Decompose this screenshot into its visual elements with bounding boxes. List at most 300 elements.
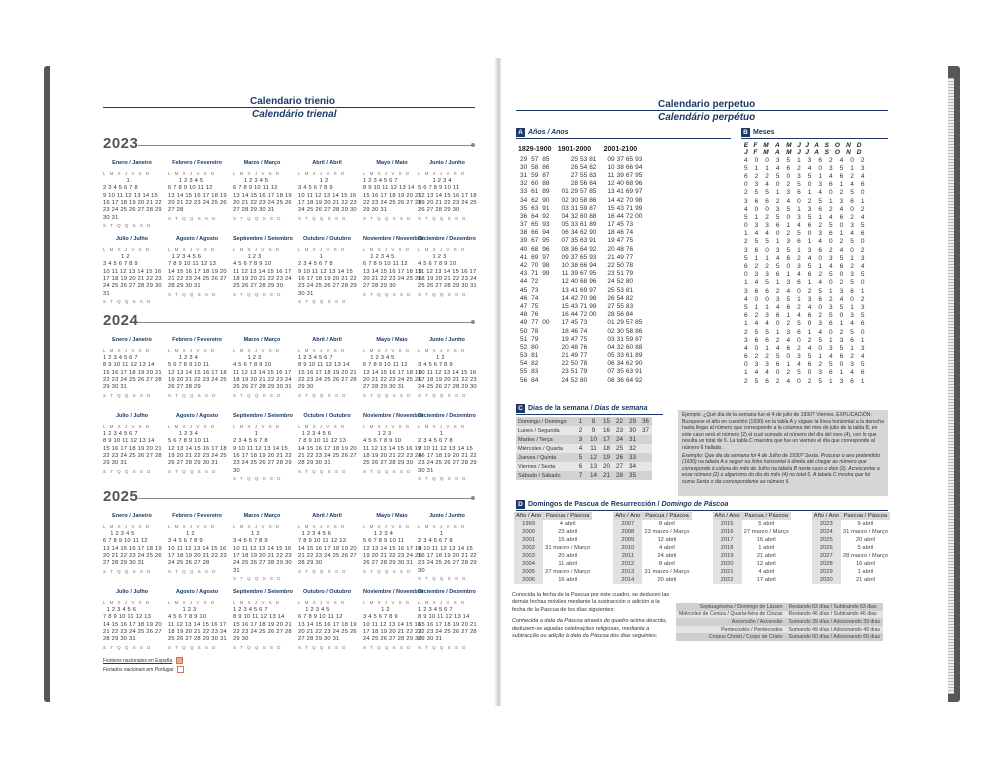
weekday-number: 3 (578, 436, 583, 443)
year-cell: 61 (625, 352, 634, 360)
year-cell: 98 (589, 294, 597, 302)
month-initial: A (814, 142, 819, 149)
easter-row (613, 528, 691, 536)
weekday-footer: S T Q Q S S D (168, 568, 217, 574)
year-cell (634, 245, 643, 253)
easter-year: 2019 (713, 552, 742, 560)
year-cell: 74 (531, 294, 539, 302)
week-row: 25 26 27 28 29 30 31 (418, 283, 477, 290)
week-row: 27 28 29 30 31 (233, 207, 275, 214)
week-row: 21 22 23 24 25 26 27 (298, 553, 357, 560)
easter-date: 20 abril (855, 537, 875, 543)
month-name: Mayo / Maio (376, 513, 408, 519)
year-cell: 65 (625, 155, 634, 163)
week-row: 3 4 5 6 7 8 9 (298, 185, 333, 192)
week-row: 2 3 4 5 6 7 8 (418, 538, 453, 545)
week-row: 16 17 18 19 20 21 22 (298, 276, 357, 283)
week-row: 1 2 3 4 5 (233, 177, 269, 184)
year-cell: 90 (589, 229, 597, 237)
year-cell: 92 (542, 212, 550, 220)
week-row: 1 2 3 4 5 6 (298, 530, 332, 537)
year-cell: 56 (579, 180, 588, 188)
year-cell: 85 (542, 155, 550, 163)
years-range-header: 2001-2100 (603, 146, 638, 153)
week-row: 15 16 17 18 19 20 21 (363, 192, 422, 199)
months-row (741, 369, 864, 377)
weekday-header: L M X J V S D (298, 348, 346, 354)
month-name: Junio / Junho (429, 337, 465, 343)
easter-row (812, 544, 890, 552)
years-row (518, 327, 643, 335)
week-row: 3 4 5 6 7 8 9 (233, 538, 268, 545)
weekday-footer: S T Q Q S S D (298, 392, 347, 398)
easter-row (812, 568, 890, 576)
year-cell: 16 (607, 212, 615, 220)
weekday-number: 16 (602, 427, 610, 434)
weekdays-table-grid (516, 417, 652, 480)
year-cell: 32 (519, 180, 528, 188)
year-cell: 66 (579, 262, 588, 270)
years-row (518, 196, 643, 204)
week-row: 24 25 26 27 28 29 30 (418, 384, 477, 391)
months-row-values: 0 3 3 6 1 4 6 2 5 0 3 5 (744, 361, 865, 369)
year-cell: 75 (531, 302, 539, 310)
months-row-values: 3 6 0 3 5 1 3 6 2 4 0 2 (744, 246, 865, 254)
week-row: 24 25 26 27 28 (168, 560, 210, 567)
year-cell: 29 (570, 188, 578, 196)
week-row: 11 12 13 14 15 16 17 (233, 369, 292, 376)
year-cell: 89 (635, 352, 643, 360)
weekday-number: 23 (615, 427, 623, 434)
months-row (741, 181, 864, 189)
year-cell: 00 (542, 319, 550, 327)
week-row: 18 19 20 21 22 23 24 (168, 629, 227, 636)
years-row (518, 155, 643, 163)
easter-row (613, 568, 691, 576)
months-row-values: 6 2 3 6 1 4 6 2 5 0 3 5 (744, 312, 865, 320)
years-row (518, 286, 643, 294)
weekday-header: L M X J V S D (418, 247, 466, 253)
month-name: Agosto / Agosto (175, 413, 219, 419)
month-name: Mayo / Maio (376, 160, 408, 166)
section-b-rule (741, 138, 888, 139)
week-row: 21 22 23 24 25 26 27 (168, 276, 227, 283)
easter-year: 2018 (713, 544, 742, 552)
year-cell: 15 (561, 302, 569, 310)
year-cell: 92 (635, 376, 643, 384)
year-cell: 12 (561, 278, 569, 286)
easter-note-es: Conocida la fecha de la Pascua por este cuadro, se deducen las demás fechas móviles mediante la sustracción o adición a la fecha de la Pascua de los días siguientes: (512, 592, 670, 613)
year-cell: 50 (519, 327, 528, 335)
years-row (518, 212, 643, 220)
year-cell: 19 (561, 335, 569, 343)
months-row-values: 5 1 1 4 6 2 4 0 3 5 1 3 (744, 303, 865, 311)
weekday-footer: S T Q Q S S D (168, 644, 217, 650)
easter-note-pt: Conhecida a data da Páscoa através do quadro acima descrito, deduzem-se aquelas celebrações religiosas, mediante a subtracção ou adição à data da Páscoa dos dias seguintes: (512, 618, 668, 640)
week-row: 1 2 (298, 177, 329, 184)
year-cell (588, 368, 597, 376)
year-cell: 66 (625, 163, 634, 171)
week-row: 31 (103, 290, 110, 297)
year-cell: 36 (570, 245, 578, 253)
years-row (518, 319, 643, 327)
year-cell: 10 (561, 262, 569, 270)
months-row (741, 353, 864, 361)
month-initial: S (824, 149, 829, 156)
year-cell: 26 (570, 163, 578, 171)
months-row (741, 205, 864, 213)
weekday-number (639, 453, 652, 462)
month-calendar (233, 513, 291, 583)
week-row: 15 16 17 18 19 20 21 (298, 369, 357, 376)
year-cell: 44 (519, 278, 528, 286)
month-name: Agosto / Agosto (175, 589, 219, 595)
week-row: 8 9 10 11 12 13 14 (233, 614, 285, 621)
year-cell: 47 (519, 302, 528, 310)
year-cell: 24 (607, 278, 615, 286)
month-calendar (103, 337, 161, 399)
easter-date: 12 abril (657, 537, 677, 543)
months-row (741, 164, 864, 172)
month-initial: J (744, 149, 748, 156)
year-cell: 29 (616, 319, 624, 327)
feast-offset: Restando 46 días / Subtraindo 46 dias (788, 611, 877, 618)
year-cell: 39 (570, 270, 578, 278)
easter-year: 2002 (514, 544, 543, 552)
week-row: 22 23 24 25 26 27 28 (298, 377, 357, 384)
weekday-number: 14 (589, 472, 597, 479)
month-name: Abril / Abril (312, 160, 342, 166)
year-cell (540, 368, 551, 376)
weekday-number (639, 471, 652, 480)
year-cell: 62 (579, 229, 588, 237)
months-row (741, 279, 864, 287)
week-row: 7 8 9 10 11 12 13 (298, 538, 347, 545)
years-row (518, 360, 643, 368)
week-row: 1 2 3 (233, 253, 262, 260)
month-calendar (103, 236, 161, 306)
year-cell: 83 (531, 368, 539, 376)
year-cell: 94 (589, 262, 597, 270)
week-row: 20 21 22 23 24 25 26 (363, 276, 422, 283)
week-row: 23 24 25 26 27 28 29 (233, 460, 292, 467)
weekday-footer: S T Q Q S S D (168, 215, 217, 221)
feast-name: Pentecostés / Pentecostes (721, 626, 783, 633)
week-row: 1 2 3 (233, 354, 262, 361)
year-cell: 25 (607, 286, 615, 294)
week-row: 3 4 5 6 7 8 9 (363, 614, 398, 621)
year-cell: 76 (579, 343, 588, 351)
week-row: 15 16 17 18 19 20 21 (233, 621, 292, 628)
month-name: Septiembre / Setembro (233, 236, 293, 242)
month-initial: D (856, 142, 862, 149)
week-row: 23 24 25 26 27 28 29 (103, 207, 162, 214)
easter-tables (514, 512, 890, 584)
year-cell: 43 (616, 204, 624, 212)
week-row: 19 20 21 22 23 24 25 (363, 553, 422, 560)
year-cell: 18 (607, 229, 615, 237)
year-cell: 79 (579, 368, 588, 376)
easter-table (812, 512, 890, 584)
year-cell (634, 286, 643, 294)
year-cell: 56 (616, 311, 624, 319)
year-cell: 89 (542, 188, 550, 196)
year-cell: 78 (625, 262, 634, 270)
year-cell: 26 (607, 294, 615, 302)
easter-date: 21 abril (756, 553, 776, 559)
months-row-values: 5 1 1 4 6 2 4 0 3 5 1 3 (744, 254, 865, 262)
year-cell (540, 278, 551, 286)
week-row: 2 3 4 5 6 7 8 (298, 261, 333, 268)
year-cell: 04 (607, 343, 615, 351)
months-row-values: 4 0 0 3 5 1 3 6 2 4 0 2 (744, 156, 865, 164)
week-row: 9 10 11 12 13 14 15 (418, 545, 473, 552)
year-cell: 21 (561, 352, 569, 360)
year-label: 2024 (103, 312, 139, 329)
week-row: 22 23 24 25 26 27 28 (103, 453, 162, 460)
week-row: 15 16 17 18 19 20 21 (103, 369, 162, 376)
easter-year: 2013 (613, 568, 642, 576)
month-calendar (363, 413, 424, 475)
year-cell (540, 376, 551, 384)
months-row (741, 287, 864, 295)
year-cell: 95 (542, 237, 550, 245)
year-cell: 29 (519, 155, 528, 163)
year-cell (634, 302, 643, 310)
year-cell: 23 (561, 368, 569, 376)
month-name: Diciembre / Dezembro (418, 236, 476, 242)
year-cell: 35 (616, 368, 624, 376)
year-cell: 13 (607, 188, 615, 196)
week-row: 6 7 8 9 10 11 12 (363, 261, 408, 268)
feast-row (676, 611, 883, 619)
easter-year: 2011 (613, 552, 642, 560)
weekday-number: 22 (615, 418, 623, 425)
year-cell: 90 (635, 360, 643, 368)
weekday-footer: S T Q Q S S D (103, 299, 152, 305)
week-row: 13 14 15 16 17 18 19 (298, 621, 357, 628)
weekday-number (639, 435, 652, 444)
month-calendar (103, 589, 161, 651)
legend-spain-label: Festivos nacionales en España (103, 658, 173, 664)
easter-row (514, 552, 592, 560)
week-row: 14 15 16 17 18 19 20 (103, 621, 162, 628)
weekday-footer: S T Q Q S S D (418, 644, 467, 650)
year-cell (634, 261, 643, 269)
week-row: 4 5 6 7 8 9 10 (233, 261, 272, 268)
year-cell: 99 (635, 204, 643, 212)
year-cell: 66 (531, 229, 539, 237)
months-row-values: 0 3 3 6 1 4 6 2 5 0 3 5 (744, 271, 865, 279)
section-d-header: D Domingos de Pascua de Resurrección / Domingo de Páscoa (516, 500, 728, 509)
week-row: 26 27 28 29 30 (418, 207, 460, 214)
years-row (518, 221, 643, 229)
week-row: 22 23 24 25 26 27 28 (418, 629, 477, 636)
year-cell (540, 311, 551, 319)
month-name: Julio / Julho (115, 236, 149, 242)
week-row: 9 10 11 12 13 14 15 (298, 268, 353, 275)
year-cell: 48 (616, 245, 624, 253)
year-cell: 05 (561, 221, 569, 229)
easter-table (514, 512, 592, 584)
weekday-footer: S T Q Q S S D (103, 568, 152, 574)
years-row (518, 180, 643, 188)
month-initial: J (797, 142, 801, 149)
week-row: 17 18 19 20 21 22 23 (233, 553, 292, 560)
months-row-values: 2 5 5 1 3 6 1 4 0 2 5 0 (744, 189, 865, 197)
year-cell: 38 (519, 229, 528, 237)
months-row (741, 361, 864, 369)
section-a-rule (516, 138, 731, 139)
year-cell: 24 (561, 376, 569, 384)
year-cell: 84 (625, 311, 634, 319)
section-b-label: Meses (753, 129, 775, 136)
week-row: 8 9 10 11 12 13 14 (418, 614, 470, 621)
week-row: 1 2 3 4 5 6 (298, 430, 332, 437)
year-cell: 71 (531, 270, 539, 278)
week-row: 9 10 11 12 13 14 15 (103, 192, 158, 199)
section-b-header (741, 128, 774, 137)
months-row (741, 271, 864, 279)
movable-feasts-table (676, 603, 883, 641)
months-row (741, 328, 864, 336)
month-name: Diciembre / Dezembro (418, 413, 476, 419)
weekday-number: 18 (602, 445, 610, 452)
month-calendar (418, 413, 476, 483)
months-row-values: 0 3 4 0 2 5 0 3 6 1 4 6 (744, 181, 865, 189)
year-cell: 07 (561, 237, 569, 245)
week-row: 1 2 3 (418, 253, 447, 260)
months-row (741, 156, 864, 164)
year-cell: 34 (570, 229, 578, 237)
month-calendar (168, 160, 226, 222)
easter-date: 1 abril (857, 569, 874, 575)
year-cell (634, 237, 643, 245)
week-row: 1 (418, 430, 444, 437)
year-cell: 58 (579, 196, 588, 204)
easter-header: Pascua / Páscoa (543, 512, 592, 520)
easter-date: 16 abril (558, 577, 578, 583)
easter-row (713, 520, 791, 528)
weekday-header: L M X J V S D (233, 524, 281, 530)
year-cell: 49 (616, 253, 624, 261)
week-row: 1 2 3 4 5 (363, 354, 395, 361)
weekday-footer: S T Q Q S S D (103, 392, 152, 398)
year-cell: 74 (579, 327, 588, 335)
year-cell: 98 (542, 262, 550, 270)
year-cell: 00 (589, 311, 597, 319)
weekday-footer: S T Q Q S S D (298, 568, 347, 574)
weekday-number: 7 (578, 472, 583, 479)
weekday-footer: S T Q Q S S D (363, 568, 412, 574)
week-row: 25 26 27 28 29 30 31 (233, 384, 292, 391)
years-row (518, 204, 643, 212)
weekday-header: L M X J V S D (298, 424, 346, 430)
month-calendar (363, 589, 424, 651)
month-initial: M (763, 149, 769, 156)
months-row (741, 262, 864, 270)
year-cell: 01 (561, 188, 569, 196)
months-row-values: 2 5 5 1 3 6 1 4 0 2 5 0 (744, 328, 865, 336)
month-name: Diciembre / Dezembro (418, 589, 476, 595)
weekday-number: 1 (578, 418, 583, 425)
example-pt: Exemplo: Que dia da semana foi 4 de Julho de 1930? Sexta. Procurar o ano pretendido (1930) na tabela A e seguir na linha horizontal à direita até chegar ao número que corresponde à coluna do mês de Julho na tabela B neste caso o dois (2). Acrescentar a esse número (2) o algarismo do dia do mês (4) no total 6. A tabela C mostra que foi numa Sexta o dia correspondente ao número 6. (682, 452, 880, 485)
weekday-number: 13 (589, 463, 597, 470)
year-cell: 28 (570, 180, 578, 188)
easter-date: 27 marzo / Março (545, 569, 591, 575)
year-cell: 93 (635, 155, 643, 163)
year-cell: 58 (531, 163, 539, 171)
right-subtitle: Calendário perpétuo (658, 112, 756, 123)
week-row: 19 20 21 22 23 24 25 (168, 453, 227, 460)
weekday-header: L M X J V S D (168, 600, 216, 606)
months-row-values: 2 5 5 1 3 6 1 4 0 2 5 0 (744, 238, 865, 246)
month-name: Febrero / Fevereiro (172, 513, 222, 519)
weekday-row (516, 417, 652, 426)
easter-row (812, 552, 890, 560)
weekday-number: 10 (589, 436, 597, 443)
week-row: 16 17 18 19 20 21 22 (233, 453, 292, 460)
easter-year: 2025 (812, 536, 841, 544)
movable-feasts (676, 603, 883, 641)
week-row: 17 18 19 20 21 22 23 (418, 377, 477, 384)
week-row: 1 2 3 4 5 6 7 (418, 606, 453, 613)
year-cell: 33 (570, 221, 578, 229)
months-table-grid (741, 142, 864, 385)
week-row: 4 5 6 7 8 9 10 (363, 438, 402, 445)
year-cell: 79 (625, 270, 634, 278)
easter-date: 21 abril (855, 577, 875, 583)
section-c-header: C Días de la semana / Dias de semana (516, 404, 647, 413)
months-row-values: 3 6 6 2 4 0 2 5 1 3 6 1 (744, 336, 865, 344)
week-row: 3 4 5 6 7 8 9 (418, 362, 453, 369)
year-cell: 84 (531, 376, 539, 384)
year-cell: 49 (570, 352, 578, 360)
year-cell: 57 (531, 155, 539, 163)
year-cell: 61 (579, 221, 588, 229)
year-cell: 47 (616, 237, 624, 245)
weekday-header: L M X J V S D (103, 600, 151, 606)
years-row (518, 188, 643, 196)
months-row-values: 1 4 4 0 2 5 0 3 6 1 4 6 (744, 320, 865, 328)
year-cell (551, 171, 569, 179)
year-cell: 77 (531, 319, 539, 327)
week-row: 11 12 13 14 15 16 17 (363, 445, 422, 452)
year-cell: 67 (625, 171, 634, 179)
weekday-number: 29 (628, 418, 636, 425)
month-calendar (168, 236, 226, 298)
year-cell: 83 (589, 171, 597, 179)
year-cell: 80 (625, 278, 634, 286)
year-cell: 73 (625, 221, 634, 229)
year-cell: 10 (607, 163, 615, 171)
weekday-number: 15 (602, 418, 610, 425)
year-cell: 13 (561, 286, 569, 294)
month-calendar (298, 413, 356, 475)
year-cell: 82 (625, 294, 634, 302)
year-cell (634, 221, 643, 229)
week-row: 27 28 29 30 (363, 283, 396, 290)
month-calendar (103, 160, 161, 230)
week-row: 1 2 (233, 530, 260, 537)
year-cell: 52 (519, 343, 528, 351)
easter-year: 2001 (514, 536, 543, 544)
year-rule (138, 322, 473, 323)
week-row: 14 15 16 17 18 19 20 (168, 268, 227, 275)
month-calendar (363, 513, 421, 575)
year-cell: 37 (519, 221, 528, 229)
year-cell: 05 (607, 352, 615, 360)
